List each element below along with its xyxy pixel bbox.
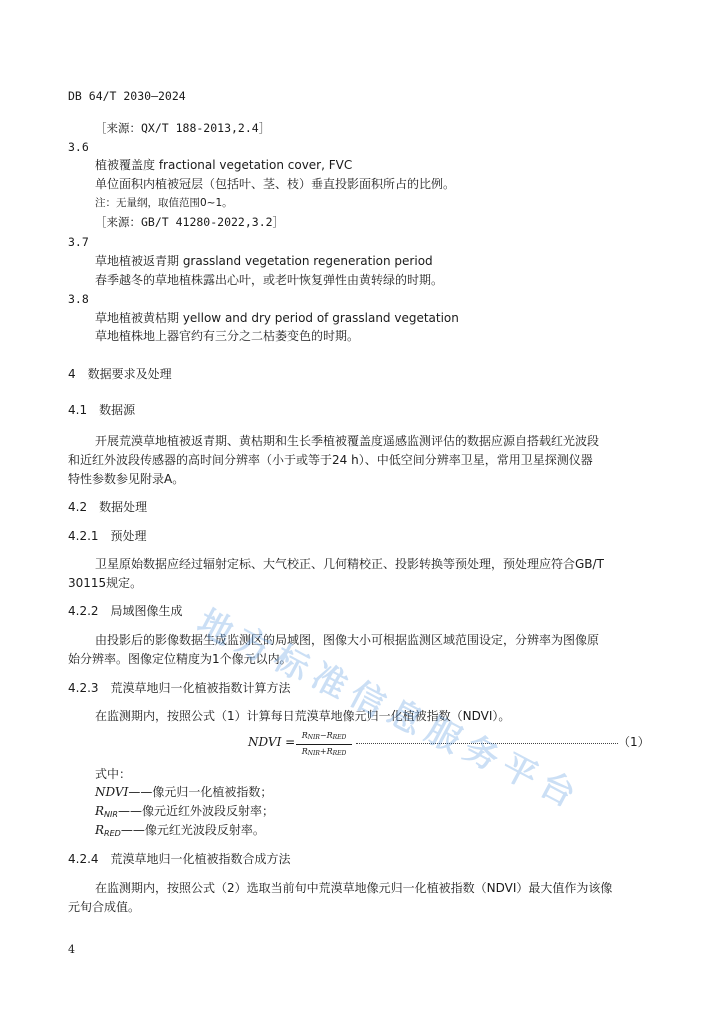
paragraph-line: 元旬合成值。 [68, 900, 141, 914]
document-header: DB 64/T 2030—2024 [68, 89, 186, 103]
section-heading: 4.2 数据处理 [68, 500, 148, 514]
clause-number: 3.7 [68, 235, 89, 249]
formula-leader-dots [356, 733, 618, 744]
where-label: 式中： [95, 767, 132, 781]
term-definition: 草地植株地上器官约有三分之二枯萎变色的时期。 [95, 329, 360, 343]
formula-lhs: NDVI = [248, 735, 296, 749]
formula-denominator: RNIR+RRED [301, 747, 347, 757]
term-definition: 单位面积内植被冠层（包括叶、茎、枝）垂直投影面积所占的比例。 [95, 177, 456, 191]
paragraph-line: 30115规定。 [68, 576, 143, 590]
source-citation: ［来源：GB/T 41280-2022,3.2］ [95, 215, 285, 229]
paragraph-line: 在监测期内，按照公式（1）计算每日荒漠草地像元归一化植被指数（NDVI）。 [95, 709, 511, 723]
symbol-definition: NDVI——像元归一化植被指数； [95, 785, 273, 799]
clause-number: 3.8 [68, 292, 89, 306]
formula-fraction [296, 730, 352, 759]
paragraph-line: 特性参数参见附录A。 [68, 472, 185, 486]
section-heading: 4.2.2 局域图像生成 [68, 604, 183, 618]
formula-numerator: RNIR−RRED [296, 730, 352, 745]
term-note: 注：无量纲，取值范围0~1。 [95, 197, 233, 209]
section-heading: 4 数据要求及处理 [68, 367, 172, 381]
section-heading: 4.2.4 荒漠草地归一化植被指数合成方法 [68, 852, 291, 866]
paragraph-line: 由投影后的影像数据生成监测区的局域图，图像大小可根据监测区域范围设定，分辨率为图像原 [95, 633, 600, 647]
formula-number: （1） [618, 735, 650, 749]
section-heading: 4.2.3 荒漠草地归一化植被指数计算方法 [68, 681, 291, 695]
symbol-definition: $R_{NIR}——$像元近红外波段反射率； [95, 804, 274, 819]
term-heading: 草地植被返青期 grassland vegetation regeneration period [95, 254, 433, 268]
term-heading: 植被覆盖度 fractional vegetation cover, FVC [95, 158, 353, 172]
symbol-definition: $R_{RED}——$像元红光波段反射率。 [95, 823, 265, 838]
section-heading: 4.2.1 预处理 [68, 529, 147, 543]
watermark: 地 方 标 准 信 息 服 务 平 台 [190, 601, 582, 816]
term-definition: 春季越冬的草地植株露出心叶，或老叶恢复弹性由黄转绿的时期。 [95, 273, 444, 287]
term-heading: 草地植被黄枯期 yellow and dry period of grassland vegetation [95, 311, 459, 325]
paragraph-line: 和近红外波段传感器的高时间分辨率（小于或等于24 h）、中低空间分辨率卫星，常用卫星探测仪器 [68, 453, 593, 467]
paragraph-line: 开展荒漠草地植被返青期、黄枯期和生长季植被覆盖度遥感监测评估的数据应源自搭载红光波段 [95, 434, 600, 448]
page-number: 4 [68, 943, 75, 956]
section-heading: 4.1 数据源 [68, 403, 136, 417]
paragraph-line: 在监测期内，按照公式（2）选取当前旬中荒漠草地像元归一化植被指数（NDVI）最大值作为该像 [95, 881, 613, 895]
paragraph-line: 始分辨率。图像定位精度为1个像元以内。 [68, 652, 292, 666]
paragraph-line: 卫星原始数据应经过辐射定标、大气校正、几何精校正、投影转换等预处理，预处理应符合GB/T [95, 557, 604, 571]
source-citation: ［来源：QX/T 188-2013,2.4］ [95, 121, 271, 135]
clause-number: 3.6 [68, 140, 89, 154]
